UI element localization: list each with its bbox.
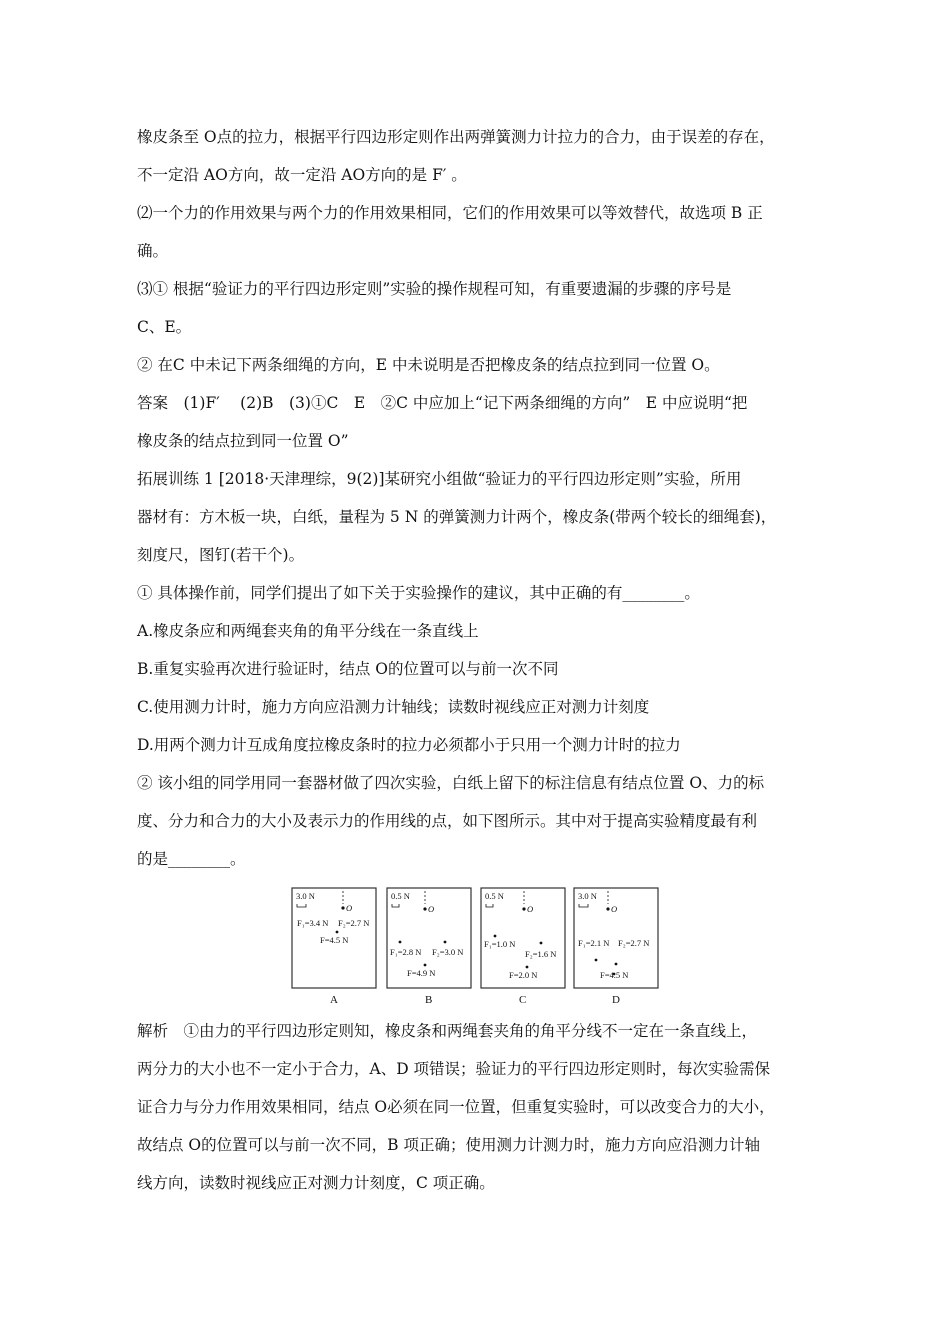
f1-label: F₁=3.4 N xyxy=(297,918,329,928)
paragraph-line: 橡皮条至 O点的拉力，根据平行四边形定则作出两弹簧测力计拉力的合力，由于误差的存在， xyxy=(137,128,775,146)
force-point xyxy=(615,963,618,966)
paragraph-line: 不一定沿 AO方向，故一定沿 AO方向的是 F′ 。 xyxy=(137,166,467,184)
analysis-line: 证合力与分力作用效果相同，结点 O必须在同一位置，但重复实验时，可以改变合力的大小， xyxy=(137,1098,775,1116)
panel-caption: A xyxy=(330,994,338,1005)
knot-point xyxy=(606,907,609,910)
force-point xyxy=(399,941,402,944)
f2-label: F₂=2.7 N xyxy=(338,918,370,928)
paragraph-line: ⑶① 根据“验证力的平行四边形定则”实验的操作规程可知，有重要遗漏的步骤的序号是 xyxy=(137,280,732,298)
panel-b xyxy=(387,888,471,1005)
force-point xyxy=(424,964,427,967)
option-c: C.使用测力计时，施力方向应沿测力计轴线；读数时视线应正对测力计刻度 xyxy=(137,698,650,716)
analysis-line: 解析 ①由力的平行四边形定则知，橡皮条和两绳套夹角的角平分线不一定在一条直线上， xyxy=(137,1022,758,1040)
force-point xyxy=(595,959,598,962)
force-point xyxy=(540,942,543,945)
force-point xyxy=(444,941,447,944)
analysis-line: 故结点 O的位置可以与前一次不同，B 项正确；使用测力计测力时，施力方向应沿测力计轴 xyxy=(137,1136,760,1154)
f2-label: F₂=3.0 N xyxy=(432,947,464,957)
paragraph-line: 确。 xyxy=(137,242,169,260)
exercise-line: 拓展训练 1 [2018·天津理综，9(2)]某研究小组做“验证力的平行四边形定则”实验，所用 xyxy=(137,470,742,488)
knot-label: O xyxy=(428,904,435,914)
force-diagram-figure xyxy=(291,887,661,1005)
f1-label: F₁=1.0 N xyxy=(484,939,516,949)
answer-line: 橡皮条的结点拉到同一位置 O” xyxy=(137,432,349,450)
question-line: ① 具体操作前，同学们提出了如下关于实验操作的建议，其中正确的有________。 xyxy=(137,584,700,602)
exercise-line: 器材有：方木板一块，白纸，量程为 5 N 的弹簧测力计两个，橡皮条(带两个较长的细绳套)， xyxy=(137,508,777,526)
panel-d xyxy=(574,888,658,1005)
knot-point xyxy=(522,907,525,910)
paragraph-line: C、E。 xyxy=(137,318,192,336)
force-point xyxy=(494,935,497,938)
f1-label: F₁=2.8 N xyxy=(390,947,422,957)
exercise-line: 刻度尺，图钉(若干个)。 xyxy=(137,546,305,564)
option-a: A.橡皮条应和两绳套夹角的角平分线在一条直线上 xyxy=(137,622,479,640)
force-point xyxy=(336,931,339,934)
scale-label: 0.5 N xyxy=(485,891,504,901)
analysis-line: 两分力的大小也不一定小于合力，A、D 项错误；验证力的平行四边形定则时，每次实验需保 xyxy=(137,1060,771,1078)
question-line: 度、分力和合力的大小及表示力的作用线的点，如下图所示。其中对于提高实验精度最有利 xyxy=(137,812,758,830)
option-d: D.用两个测力计互成角度拉橡皮条时的拉力必须都小于只用一个测力计时的拉力 xyxy=(137,736,681,754)
resultant-label: F=2.0 N xyxy=(509,970,538,980)
option-b: B.重复实验再次进行验证时，结点 O的位置可以与前一次不同 xyxy=(137,660,559,678)
scale-label: 3.0 N xyxy=(296,891,315,901)
panel-caption: D xyxy=(612,994,620,1005)
panel-c xyxy=(481,888,565,1005)
panel-caption: C xyxy=(519,994,527,1005)
resultant-label: F=4.5 N xyxy=(320,935,349,945)
paragraph-line: ② 在C 中未记下两条细绳的方向，E 中未说明是否把橡皮条的结点拉到同一位置 O。 xyxy=(137,356,720,374)
scale-label: 0.5 N xyxy=(391,891,410,901)
question-line: ② 该小组的同学用同一套器材做了四次实验，白纸上留下的标注信息有结点位置 O、力的标 xyxy=(137,774,765,792)
f1-label: F₁=2.1 N xyxy=(578,938,610,948)
question-line: 的是________。 xyxy=(137,850,246,868)
resultant-label: F=4.5 N xyxy=(600,970,629,980)
scale-label: 3.0 N xyxy=(578,891,597,901)
resultant-label: F=4.9 N xyxy=(407,968,436,978)
knot-label: O xyxy=(611,904,618,914)
paragraph-line: ⑵一个力的作用效果与两个力的作用效果相同，它们的作用效果可以等效替代，故选项 B 正 xyxy=(137,204,763,222)
knot-label: O xyxy=(527,904,534,914)
panel-a xyxy=(292,888,376,1005)
f2-label: F₂=1.6 N xyxy=(525,949,557,959)
panel-caption: B xyxy=(425,994,433,1005)
knot-point xyxy=(423,907,426,910)
force-point xyxy=(526,966,529,969)
knot-label: O xyxy=(346,903,353,913)
analysis-line: 线方向，读数时视线应正对测力计刻度，C 项正确。 xyxy=(137,1174,495,1192)
knot-point xyxy=(341,906,344,909)
f2-label: F₂=2.7 N xyxy=(618,938,650,948)
answer-line: 答案 (1)F′ (2)B (3)①C E ②C 中应加上“记下两条细绳的方向” E 中应说明“把 xyxy=(137,394,748,412)
